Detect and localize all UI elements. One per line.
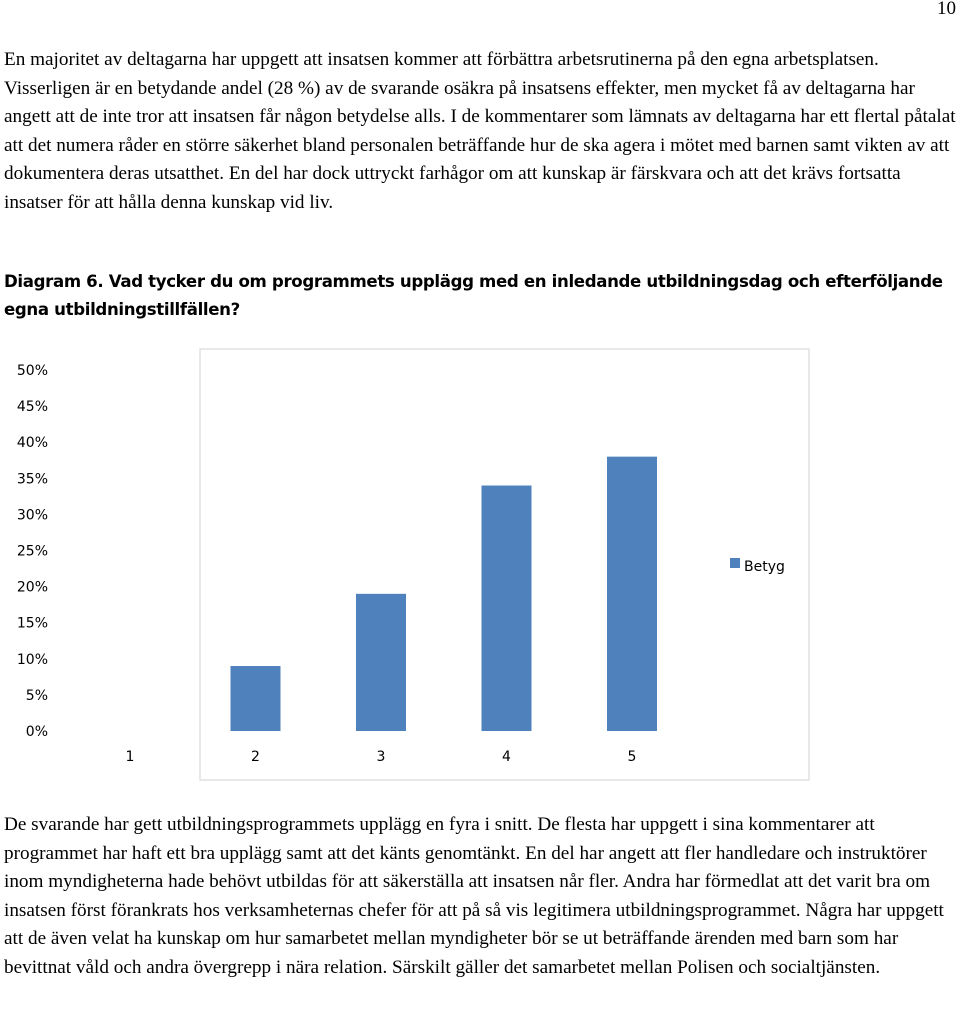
body-paragraph-2: De svarande har gett utbildningsprogrammets upplägg en fyra i snitt. De flesta har uppgett i sina kommentarer att programmet har haft ett bra upplägg samt att det känts genomtänkt. En del har angett att fler handledare och instruktörer inom myndigheterna hade behövt utbildas för att säkerställa att insatsen når fler. Andra har förmedlat att det varit bra om insatsen först förankrats hos verksamheternas chefer för att på så vis legitimera utbildningsprogrammet. Några har uppgett att de även velat ha kunskap om hur samarbetet mellan myndigheter bör se ut beträffande ärenden med barn som har bevittnat våld och andra övergrepp i nära relation. Särskilt gäller det samarbetet mellan Polisen och socialtjänsten. — [4, 814, 944, 978]
legend-swatch — [730, 558, 740, 568]
x-tick-label: 4 — [502, 749, 511, 765]
y-tick-label: 5% — [25, 687, 48, 704]
bar — [607, 457, 657, 731]
bar — [482, 486, 532, 731]
legend-label: Betyg — [744, 559, 785, 575]
bar-chart — [0, 340, 960, 800]
y-tick-label: 40% — [16, 435, 48, 452]
diagram-caption: Diagram 6. Vad tycker du om programmets upplägg med en inledande utbildningsdag och efterföljande egna utbildningstillfällen? — [4, 272, 943, 319]
x-tick-label: 2 — [251, 749, 260, 765]
y-axis-ticks — [17, 363, 48, 740]
y-tick-label: 50% — [16, 363, 48, 379]
bar — [231, 666, 281, 731]
y-tick-label: 15% — [16, 615, 48, 632]
y-tick-label: 20% — [16, 579, 48, 596]
bar — [356, 594, 406, 731]
x-tick-label: 5 — [627, 749, 637, 765]
y-tick-label: 35% — [16, 471, 48, 488]
y-tick-label: 30% — [16, 507, 48, 524]
x-tick-label: 1 — [125, 749, 135, 765]
y-tick-label: 25% — [16, 543, 48, 560]
y-tick-label: 10% — [16, 651, 48, 668]
y-tick-label: 0% — [25, 724, 48, 740]
x-tick-label: 3 — [376, 749, 386, 765]
body-paragraph-1: En majoritet av deltagarna har uppgett att insatsen kommer att förbättra arbetsrutinerna på den egna arbetsplatsen. Visserligen är en betydande andel (28 %) av de svarande osäkra på insatsens effekter, men mycket få av deltagarna har angett att de inte tror att insatsen får någon betydelse alls. I de kommentarer som lämnats av deltagarna har ett flertal påtalat att det numera råder en större säkerhet bland personalen beträffande hur de ska agera i mötet med barnen samt vikten av att dokumentera deras utsatthet. En del har dock uttryckt farhågor om att kunskap är färskvara och att det krävs fortsatta insatser för att hålla denna kunskap vid liv. — [4, 49, 956, 213]
y-tick-label: 45% — [16, 399, 48, 416]
page-number: 10 — [937, 0, 956, 19]
